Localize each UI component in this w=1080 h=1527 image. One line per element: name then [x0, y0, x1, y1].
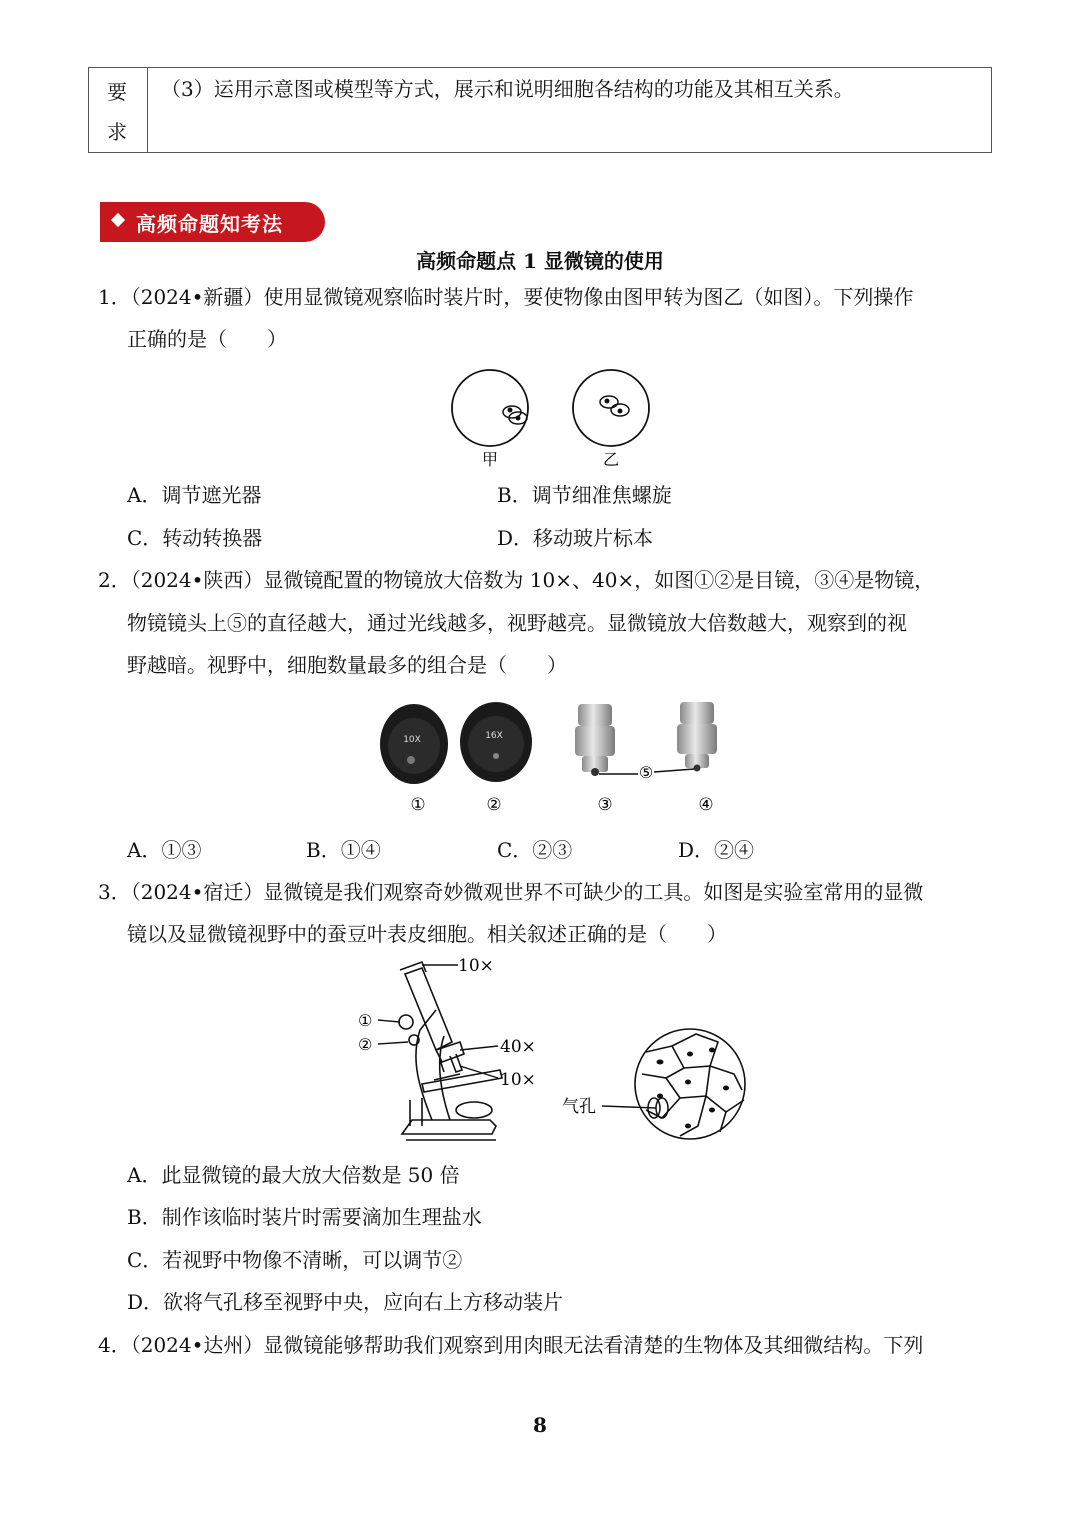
requirement-label-2: 求: [107, 120, 127, 144]
q3-option-c: C．若视野中物像不清晰，可以调节②: [127, 1248, 463, 1272]
objective-lens-4: [677, 702, 717, 772]
objective-10-label: 10×: [500, 1070, 536, 1090]
q1-line1: 1．（2024•新疆）使用显微镜观察临时装片时，要使物像由图甲转为图乙（如图）。下列操作: [98, 285, 914, 309]
cell-nuclei: [657, 1048, 730, 1129]
q1-line2: 正确的是（ ）: [127, 327, 287, 351]
q2-line2: 物镜镜头上⑤的直径越大，通过光线越多，视野越亮。显微镜放大倍数越大，观察到的视: [127, 611, 907, 635]
q1-option-c: C．转动转换器: [127, 526, 263, 550]
q1-figure: [440, 362, 670, 472]
q2-option-a: A．①③: [127, 838, 202, 862]
field-of-view-yi: [573, 370, 649, 446]
q2-line3: 野越暗。视野中，细胞数量最多的组合是（ ）: [127, 653, 567, 677]
label-3: ③: [597, 795, 613, 815]
q3-line2: 镜以及显微镜视野中的蚕豆叶表皮细胞。相关叙述正确的是（ ）: [127, 922, 727, 946]
q3-line1: 3．（2024•宿迁）显微镜是我们观察奇妙微观世界不可缺少的工具。如图是实验室常用的显微: [98, 880, 924, 904]
label-jia: 甲: [481, 450, 499, 469]
q1-option-a: A．调节遮光器: [127, 483, 262, 507]
q3-option-a: A．此显微镜的最大放大倍数是 50 倍: [127, 1163, 460, 1187]
label-2: ②: [486, 795, 502, 815]
label-5: ⑤: [638, 763, 654, 782]
banner-label: 高频命题知考法: [136, 212, 283, 236]
requirement-label-1: 要: [107, 80, 127, 104]
lens2-mark: 16X: [485, 731, 503, 741]
field-of-view-cells: [635, 1029, 745, 1139]
q2-line1: 2．（2024•陕西）显微镜配置的物镜放大倍数为 10×、40×，如图①②是目镜，③④是物镜，: [98, 568, 935, 592]
requirement-table: [88, 67, 992, 153]
eyepiece-lens-2: [460, 702, 532, 782]
mark-1: ①: [358, 1011, 373, 1030]
q3-option-d: D．欲将气孔移至视野中央，应向右上方移动装片: [127, 1290, 564, 1314]
label-4: ④: [698, 795, 714, 815]
section-banner: [100, 202, 325, 242]
q1-option-b: B．调节细准焦螺旋: [497, 483, 672, 507]
q3-figure: [350, 950, 760, 1150]
q2-option-b: B．①④: [306, 838, 381, 862]
mark-2: ②: [358, 1035, 373, 1054]
eyepiece-lens-1: [380, 704, 448, 784]
requirement-label-cell: [89, 68, 148, 152]
objective-lens-3: [575, 704, 615, 776]
q2-option-d: D．②④: [678, 838, 755, 862]
field-of-view-jia: [452, 370, 528, 446]
microscope-drawing: [399, 962, 502, 1140]
label-yi: 乙: [602, 450, 620, 469]
requirement-text: （3）运用示意图或模型等方式，展示和说明细胞各结构的功能及其相互关系。: [161, 77, 854, 101]
q2-figure: [370, 696, 740, 820]
q2-option-c: C．②③: [497, 838, 573, 862]
label-1: ①: [410, 795, 426, 815]
lens1-mark: 10X: [403, 735, 421, 745]
eyepiece-label: 10×: [458, 956, 494, 976]
section-title: 高频命题点 1 显微镜的使用: [416, 249, 664, 273]
diamond-icon: [111, 213, 125, 227]
q1-option-d: D．移动玻片标本: [497, 526, 654, 550]
page-number: 8: [533, 1413, 547, 1437]
q3-option-b: B．制作该临时装片时需要滴加生理盐水: [127, 1205, 482, 1229]
q4-line1: 4．（2024•达州）显微镜能够帮助我们观察到用肉眼无法看清楚的生物体及其细微结构。下列: [98, 1333, 924, 1357]
objective-40-label: 40×: [500, 1037, 536, 1057]
stoma-label: 气孔: [562, 1097, 596, 1117]
